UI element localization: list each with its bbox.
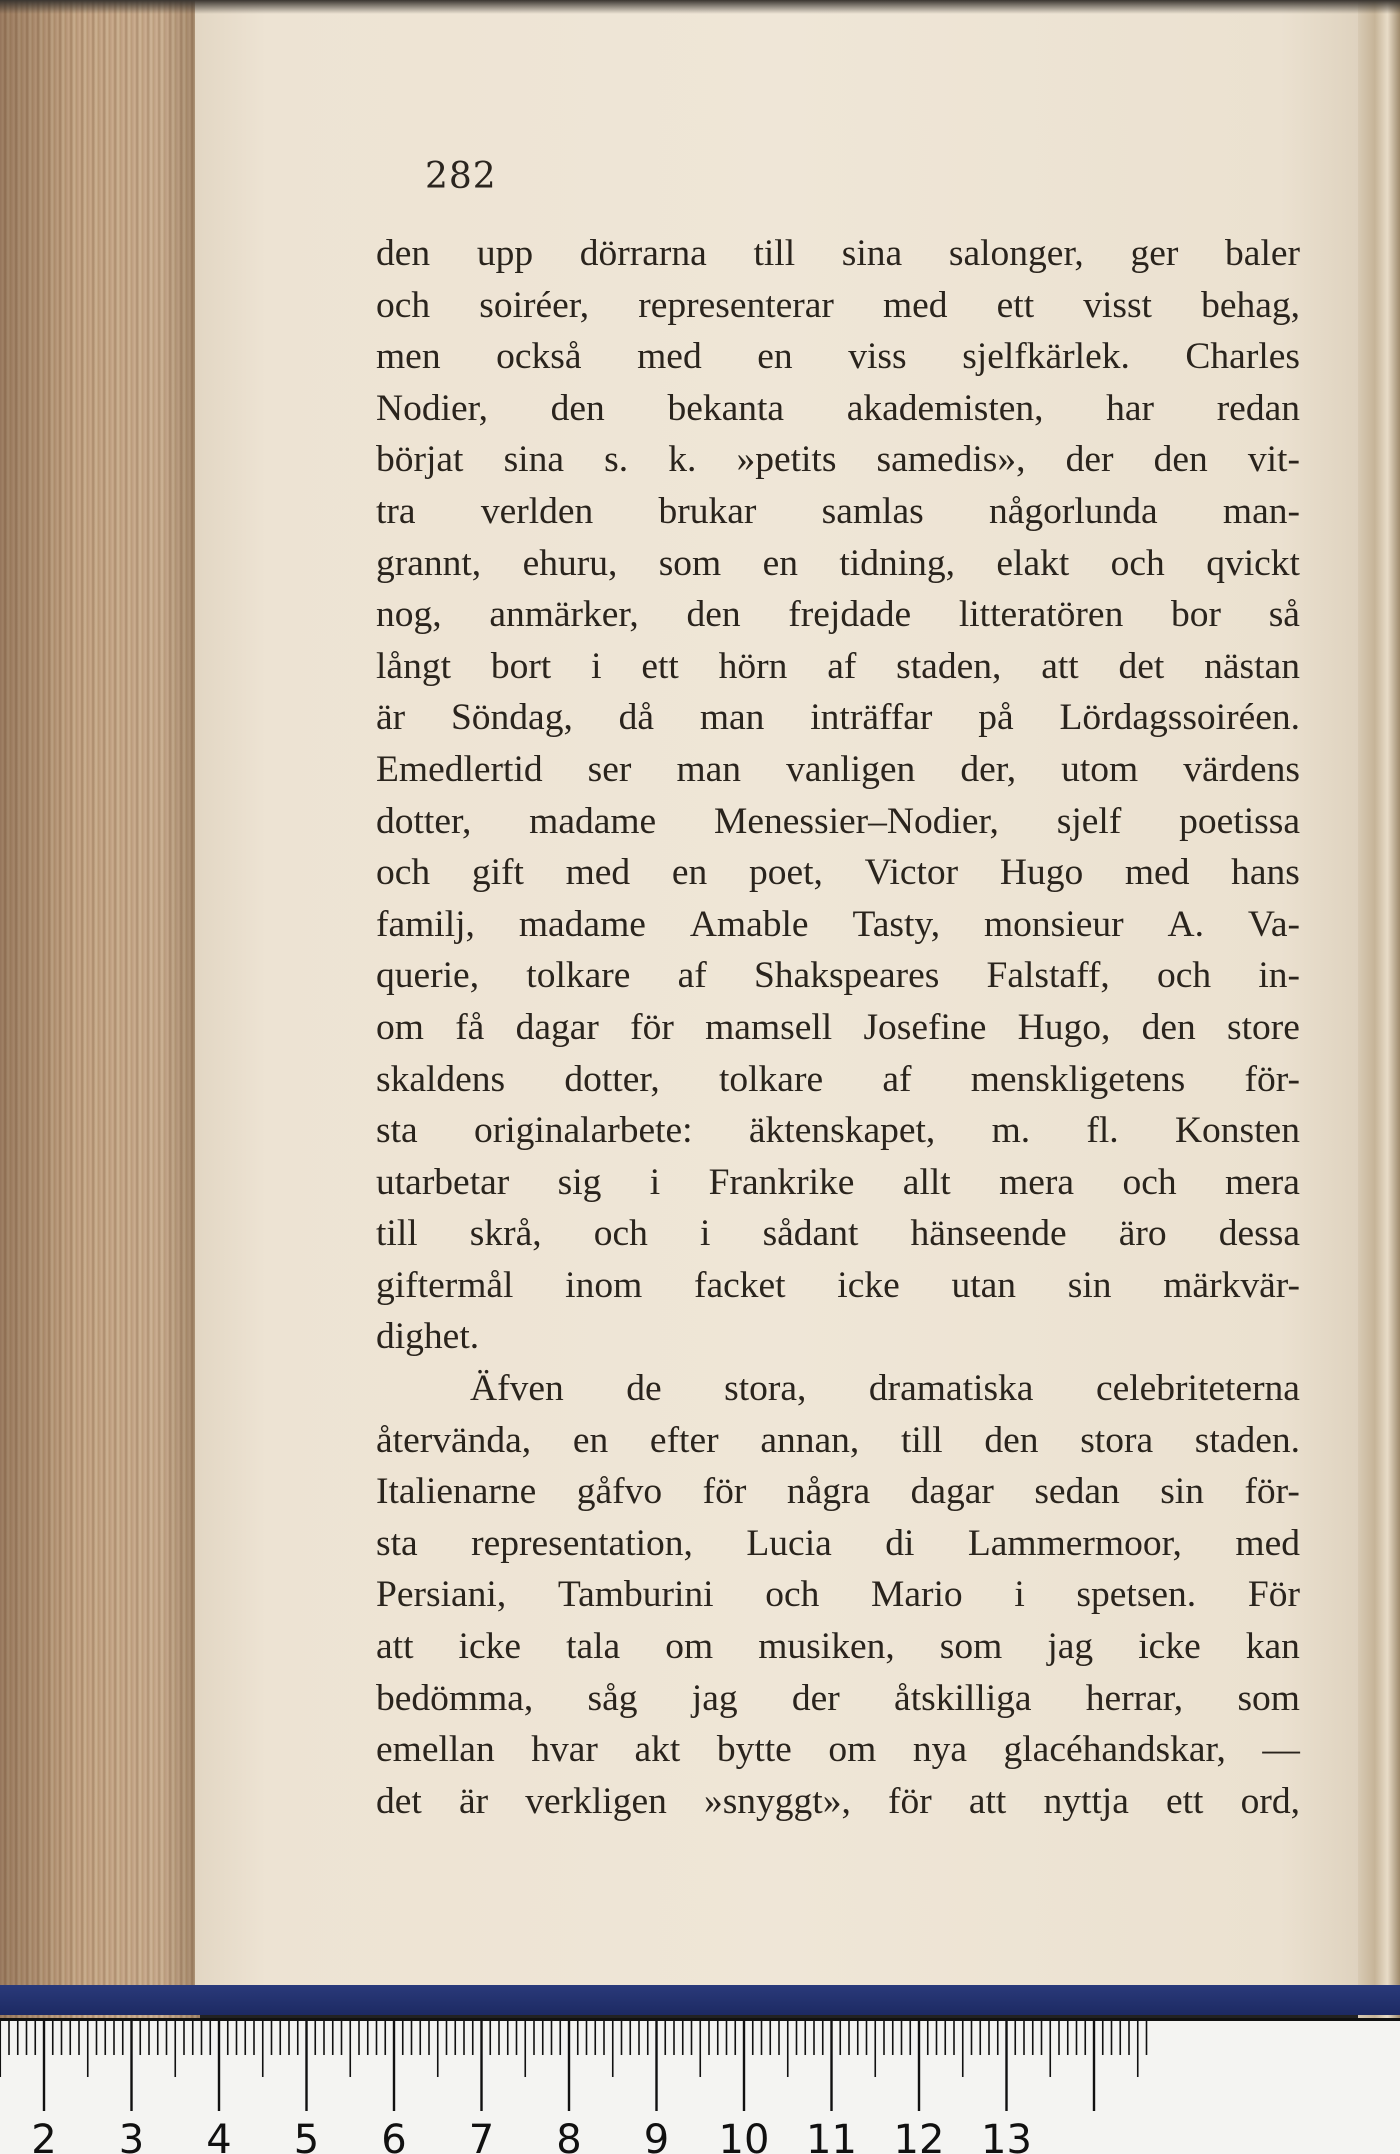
text-line (376, 899, 1300, 951)
word: att (968, 1780, 1007, 1822)
word: i (700, 1213, 711, 1255)
word: Nodier, (376, 387, 489, 429)
word: Shakspeares (753, 955, 940, 997)
word: tra (376, 490, 416, 532)
word: För (1247, 1574, 1300, 1616)
word: ger (1130, 233, 1179, 274)
word: di (885, 1522, 915, 1564)
word: äro (1118, 1213, 1167, 1255)
word: man- (1222, 490, 1300, 532)
text-line (376, 1776, 1300, 1828)
word: men (376, 336, 441, 378)
word: hörn (718, 645, 788, 687)
word: dramatiska (868, 1368, 1034, 1410)
word: att (376, 1626, 414, 1668)
word: icke (1138, 1626, 1201, 1668)
word: åtskilliga (894, 1677, 1032, 1719)
word: der (791, 1677, 840, 1719)
page-body-text (376, 228, 1300, 1827)
word: utarbetar (376, 1161, 510, 1203)
word: musiken, (758, 1626, 895, 1668)
word: efter (649, 1419, 719, 1461)
page-number: 282 (425, 156, 497, 197)
word: nog, (376, 594, 442, 636)
word: för- (1244, 1058, 1300, 1100)
word: såg (587, 1677, 638, 1719)
word: sjelfkärlek. (962, 336, 1130, 378)
word: bekanta (667, 387, 785, 429)
word: på (978, 697, 1014, 739)
word: akt (634, 1729, 681, 1771)
word: ser (587, 748, 632, 790)
word: af (677, 955, 707, 997)
word: — (1262, 1729, 1300, 1771)
word: baler (1225, 233, 1300, 274)
word: till (376, 1213, 418, 1255)
word: sta (376, 1522, 418, 1564)
word: med (565, 852, 631, 894)
word: nyttja (1043, 1780, 1129, 1822)
word: behag, (1201, 284, 1300, 326)
word: elakt (996, 542, 1070, 584)
word: verkligen (525, 1780, 667, 1822)
word: om (376, 1006, 424, 1048)
word: värdens (1183, 748, 1300, 790)
ruler-label: 6 (381, 2117, 407, 2154)
word: en (671, 852, 708, 894)
word: »petits (736, 439, 837, 481)
word: som (1237, 1677, 1300, 1719)
ruler-label: 9 (643, 2117, 670, 2154)
word: Hugo, (1017, 1006, 1111, 1048)
word: till (753, 233, 796, 274)
ruler-label: 5 (293, 2117, 320, 2154)
word: några (786, 1471, 871, 1513)
text-line (376, 950, 1300, 1002)
word: en (572, 1419, 609, 1461)
word: en (762, 542, 798, 584)
word: som (939, 1626, 1003, 1668)
word: utom (1061, 748, 1139, 790)
word: att (1041, 645, 1079, 687)
word: annan, (760, 1419, 860, 1461)
word: bytte (716, 1729, 792, 1771)
word: allt (902, 1161, 951, 1203)
word: sjelf (1056, 800, 1122, 842)
text-line (376, 1157, 1300, 1209)
word: då (618, 697, 655, 739)
word: har (1106, 387, 1155, 429)
word: inom (565, 1264, 643, 1306)
word: tolkare (526, 955, 631, 997)
text-line (376, 847, 1300, 899)
word: soiréer, (479, 284, 590, 326)
word: till (900, 1419, 943, 1461)
word: Italienarne (376, 1471, 537, 1513)
word: och (1110, 542, 1165, 584)
word: med (882, 284, 948, 326)
word: med (1235, 1522, 1300, 1564)
word: inträffar (810, 697, 933, 739)
word: sin (1160, 1471, 1204, 1513)
word: i (591, 645, 602, 687)
word: Lördagssoiréen. (1059, 697, 1300, 739)
word: det (376, 1780, 422, 1822)
word: Frankrike (708, 1161, 855, 1203)
text-line (376, 331, 1300, 383)
text-line (376, 1466, 1300, 1518)
word: sedan (1034, 1471, 1120, 1513)
word: madame (529, 800, 657, 842)
word: dotter, (376, 800, 472, 842)
word: och (1122, 1161, 1177, 1203)
text-line (376, 1208, 1300, 1260)
word: gåfvo (576, 1471, 663, 1513)
word: äktenskapet, (748, 1110, 936, 1152)
word: för (702, 1471, 747, 1513)
word: der (1065, 439, 1114, 481)
word: s. (604, 439, 629, 481)
word: originalarbete: (473, 1110, 693, 1152)
word: jag (691, 1677, 738, 1719)
word: och (593, 1213, 648, 1255)
word: börjat (376, 439, 464, 481)
word: dagar (515, 1006, 599, 1048)
word: staden, (896, 645, 1002, 687)
word: dagar (910, 1471, 994, 1513)
word: sina (503, 439, 565, 481)
word: representation, (471, 1522, 693, 1564)
word: mera (999, 1161, 1075, 1203)
word: de (626, 1368, 662, 1410)
word: Tamburini (557, 1574, 714, 1616)
word: spetsen. (1076, 1574, 1197, 1616)
word: stora, (724, 1368, 807, 1410)
ruler-label: 13 (981, 2117, 1032, 2154)
word: Menessier–Nodier, (714, 800, 999, 842)
text-line (376, 383, 1300, 435)
word: samlas (821, 490, 924, 532)
word: staden. (1194, 1419, 1300, 1461)
word: glacéhandskar, (1003, 1729, 1226, 1771)
word: bedömma, (376, 1677, 534, 1719)
word: nya (912, 1729, 967, 1771)
text-line-paragraph-start (376, 1363, 1300, 1415)
ruler-label: 7 (468, 2117, 495, 2154)
text-line (376, 744, 1300, 796)
text-line-paragraph-end: dighet. (376, 1316, 480, 1358)
word: querie, (376, 955, 480, 997)
ruler-label: 8 (556, 2117, 582, 2154)
text-line (376, 1260, 1300, 1312)
word: madame (518, 903, 646, 945)
word: någorlunda (988, 490, 1158, 532)
word: ett (641, 645, 679, 687)
word: vanligen (786, 748, 916, 790)
word: der, (960, 748, 1017, 790)
word: man (699, 697, 765, 739)
word: vit- (1247, 439, 1300, 481)
text-line (376, 486, 1300, 538)
word: gift (471, 852, 524, 894)
word: bor (1171, 594, 1222, 636)
word: hans (1231, 852, 1300, 894)
text-line (376, 1518, 1300, 1570)
word: och (376, 284, 431, 326)
word: sta (376, 1110, 418, 1152)
word: sådant (762, 1213, 859, 1255)
word: för (887, 1780, 932, 1822)
word: så (1268, 594, 1300, 636)
word: som (658, 542, 722, 584)
word: dessa (1218, 1213, 1300, 1255)
word: Persiani, (376, 1574, 507, 1616)
word: ett (996, 284, 1035, 326)
word: hänseende (910, 1213, 1067, 1255)
word: samedis», (876, 439, 1026, 481)
word: Konsten (1174, 1110, 1300, 1152)
word: »snyggt», (703, 1780, 851, 1822)
text-line (376, 1673, 1300, 1725)
word: Charles (1185, 336, 1300, 378)
word: dotter, (564, 1058, 660, 1100)
word: Falstaff, (986, 955, 1110, 997)
word: stora (1080, 1419, 1154, 1461)
word: Emedlertid (376, 748, 543, 790)
word: akademisten, (846, 387, 1044, 429)
word: den (1141, 1006, 1196, 1048)
word: jag (1047, 1626, 1094, 1668)
word: Lucia (746, 1522, 832, 1564)
word: kan (1245, 1626, 1300, 1668)
word: ord, (1240, 1780, 1300, 1822)
text-line (376, 796, 1300, 848)
text-line (376, 1415, 1300, 1467)
word: nästan (1204, 645, 1300, 687)
top-shadow (0, 0, 1400, 14)
word: fl. (1086, 1110, 1119, 1152)
word: och (765, 1574, 820, 1616)
text-line (376, 589, 1300, 641)
word: familj, (376, 903, 475, 945)
word: af (827, 645, 857, 687)
word: ehuru, (522, 542, 618, 584)
word: Josefine (863, 1006, 987, 1048)
word: i (649, 1161, 661, 1203)
word: store (1227, 1006, 1300, 1048)
word: Äfven (470, 1368, 564, 1410)
text-line (376, 1105, 1300, 1157)
word: dörrarna (579, 233, 707, 274)
word: om (665, 1626, 714, 1668)
word: litteratören (958, 594, 1124, 636)
word: emellan (376, 1729, 495, 1771)
word: det (1118, 645, 1165, 687)
word: in- (1258, 955, 1300, 997)
word: sig (557, 1161, 602, 1203)
background-cloth (0, 1985, 1400, 2015)
text-line (376, 1054, 1300, 1106)
text-line (376, 692, 1300, 744)
word: och (1156, 955, 1212, 997)
word: den (1153, 439, 1208, 481)
word: redan (1216, 387, 1300, 429)
word: menskligetens (970, 1058, 1186, 1100)
word: tidning, (839, 542, 956, 584)
word: den (550, 387, 605, 429)
ruler-label: 3 (118, 2117, 145, 2154)
word: salonger, (948, 233, 1084, 274)
word: poet, (748, 852, 823, 894)
word: också (496, 336, 582, 378)
word: m. (991, 1110, 1031, 1152)
word: den (686, 594, 741, 636)
text-line (376, 1002, 1300, 1054)
word: poetissa (1179, 800, 1300, 842)
word: sin (1067, 1264, 1112, 1306)
word: om (828, 1729, 877, 1771)
word: icke (458, 1626, 522, 1668)
word: viss (848, 336, 907, 378)
ruler-label: 11 (806, 2117, 857, 2154)
word: icke (837, 1264, 900, 1306)
word: med (1124, 852, 1190, 894)
word: Tasty, (852, 903, 941, 945)
text-line (376, 1621, 1300, 1673)
word: för- (1244, 1471, 1300, 1513)
text-line (376, 1569, 1300, 1621)
word: Mario (871, 1574, 963, 1616)
book-page-edges (0, 0, 200, 2020)
text-line (376, 434, 1300, 486)
ruler-label: 4 (206, 2117, 232, 2154)
word: mera (1224, 1161, 1300, 1203)
text-line (376, 538, 1300, 590)
word: visst (1083, 284, 1152, 326)
word: representerar (638, 284, 834, 326)
word: den (984, 1419, 1039, 1461)
word: mamsell (705, 1006, 833, 1048)
word: Hugo (999, 852, 1084, 894)
text-line (376, 641, 1300, 693)
word: monsieur (984, 903, 1124, 945)
word: celebriteterna (1095, 1368, 1300, 1410)
word: i (1014, 1574, 1025, 1616)
word: den (376, 233, 431, 274)
word: och (376, 852, 431, 894)
word: skrå, (469, 1213, 542, 1255)
book-binding-edge (1358, 0, 1400, 2020)
word: anmärker, (489, 594, 639, 636)
word: märkvär- (1163, 1264, 1300, 1306)
text-line (376, 1724, 1300, 1776)
word: giftermål (376, 1264, 514, 1306)
word: långt (376, 645, 451, 687)
word: få (455, 1006, 485, 1048)
word: sina (841, 233, 903, 274)
word: Amable (689, 903, 809, 945)
word: Victor (864, 852, 959, 894)
word: man (676, 748, 742, 790)
word: grannt, (376, 542, 482, 584)
word: Va- (1247, 903, 1300, 945)
measuring-ruler (0, 2018, 1400, 2154)
word: qvickt (1206, 542, 1300, 584)
word: är (458, 1780, 489, 1822)
word: för (630, 1006, 674, 1048)
word: af (882, 1058, 912, 1100)
word: brukar (658, 490, 757, 532)
word: A. (1167, 903, 1204, 945)
word: tolkare (718, 1058, 824, 1100)
ruler-label: 2 (31, 2117, 57, 2154)
ruler-label: 10 (718, 2117, 770, 2154)
word: facket (693, 1264, 786, 1306)
word: med (637, 336, 702, 378)
word: upp (476, 233, 534, 274)
ruler-label: 12 (893, 2117, 945, 2154)
text-line (376, 228, 1300, 280)
word: Söndag, (450, 697, 573, 739)
word: ett (1165, 1780, 1204, 1822)
text-line (376, 280, 1300, 332)
word: bort (490, 645, 552, 687)
word: en (757, 336, 793, 378)
word: skaldens (376, 1058, 506, 1100)
word: k. (668, 439, 697, 481)
word: verlden (480, 490, 594, 532)
word: utan (951, 1264, 1017, 1306)
word: är (376, 697, 406, 739)
word: hvar (531, 1729, 598, 1771)
word: Lammermoor, (967, 1522, 1182, 1564)
word: herrar, (1085, 1677, 1184, 1719)
word: frejdade (788, 594, 912, 636)
word: tala (566, 1626, 621, 1668)
word: återvända, (376, 1419, 532, 1461)
